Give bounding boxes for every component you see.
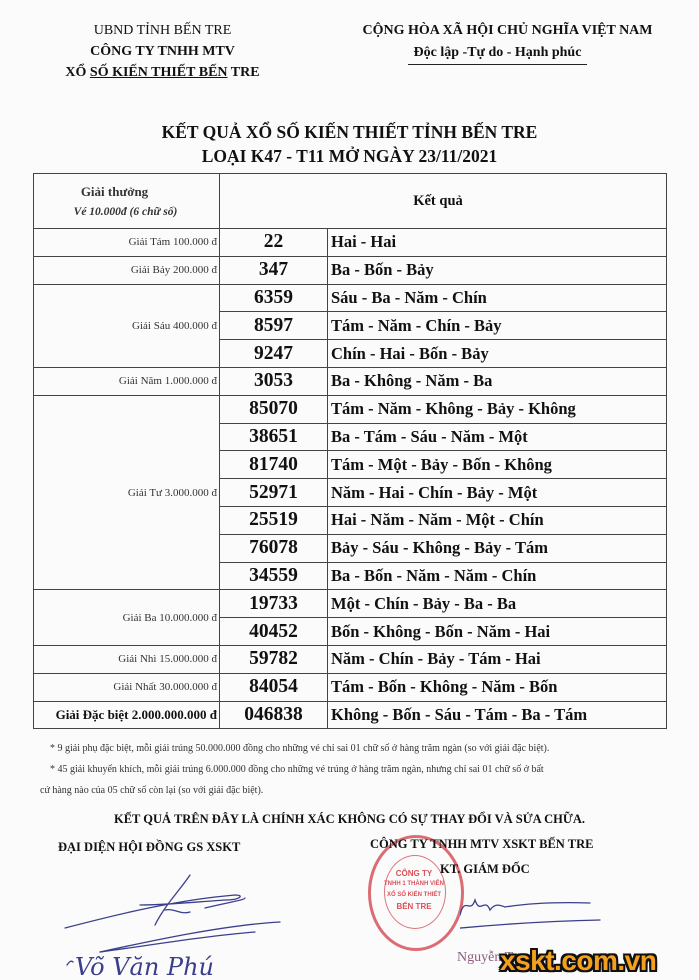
right-signatory-title: CÔNG TY TNHH MTV XSKT BẾN TRE [370,837,594,851]
winning-number: 40452 [220,618,328,646]
number-in-words: Không - Bốn - Sáu - Tám - Ba - Tám [328,701,667,729]
number-in-words: Hai - Hai [328,229,667,257]
winning-number: 34559 [220,562,328,590]
number-in-words: Một - Chín - Bảy - Ba - Ba [328,590,667,618]
notes [40,738,680,801]
prize-label: Giải Nhì 15.000.000 đ [34,645,220,673]
winning-number: 3053 [220,367,328,395]
table-row [34,701,667,729]
winning-number: 8597 [220,312,328,340]
number-in-words: Ba - Bốn - Bảy [328,256,667,284]
winning-number: 6359 [220,284,328,312]
winning-number: 81740 [220,451,328,479]
title-line-1: KẾT QUẢ XỔ SỐ KIẾN THIẾT TỈNH BẾN TRE [161,122,538,142]
confirmation-statement: KẾT QUẢ TRÊN ĐÂY LÀ CHÍNH XÁC KHÔNG CÓ SỰ THAY ĐỔI VÀ SỬA CHỮA. [113,812,585,826]
number-in-words: Chín - Hai - Bốn - Bảy [328,340,667,368]
issuer-line-1: UBND TỈNH BẾN TRE [93,23,232,38]
number-in-words: Tám - Bốn - Không - Năm - Bốn [328,673,667,701]
prize-label: Giải Bảy 200.000 đ [34,256,220,284]
table-row [34,284,667,312]
note-2: * 45 giải khuyến khích, mỗi giải trúng 6.000.000 đồng cho những vé trúng ở hàng trăm ngàn, nhưng chỉ sai 01 chữ số ở bất [50,764,544,775]
winning-number: 85070 [220,395,328,423]
number-in-words: Tám - Một - Bảy - Bốn - Không [328,451,667,479]
results-table [33,173,667,729]
prize-column-header: Giải thưởng Vé 10.000đ (6 chữ số) [34,174,220,229]
right-signatory-role: KT. GIÁM ĐỐC [440,862,530,876]
winning-number: 52971 [220,479,328,507]
national-header [335,20,680,65]
number-in-words: Sáu - Ba - Năm - Chín [328,284,667,312]
table-header-row [34,174,667,229]
prize-label: Giải Năm 1.000.000 đ [34,367,220,395]
note-3: cứ hàng nào của 05 chữ số còn lại (so với giải đặc biệt). [40,785,264,796]
number-in-words: Hai - Năm - Năm - Một - Chín [328,506,667,534]
national-motto: Độc lập -Tự do - Hạnh phúc [408,42,588,65]
issuer-header [40,20,285,83]
number-in-words: Tám - Năm - Chín - Bảy [328,312,667,340]
winning-number: 25519 [220,506,328,534]
table-row [34,395,667,423]
winning-number: 38651 [220,423,328,451]
table-row [34,256,667,284]
left-signature-icon [55,870,285,980]
right-signature-icon [460,885,610,935]
number-in-words: Bảy - Sáu - Không - Bảy - Tám [328,534,667,562]
winning-number: 19733 [220,590,328,618]
table-row [34,590,667,618]
svg-text:Võ Văn Phú: Võ Văn Phú [75,953,214,980]
number-in-words: Năm - Hai - Chín - Bảy - Một [328,479,667,507]
note-1: * 9 giải phụ đặc biệt, mỗi giải trúng 50.000.000 đồng cho những vé chỉ sai 01 chữ số ở hàng trăm ngàn (so với giải đặc biệt). [50,743,550,754]
table-row [34,229,667,257]
table-row [34,673,667,701]
document-title [0,120,699,168]
number-in-words: Ba - Tám - Sáu - Năm - Một [328,423,667,451]
prize-label: Giải Đặc biệt 2.000.000.000 đ [34,701,220,729]
right-signatory-name: Nguyễn T [457,950,514,965]
stamp-text: CÔNG TY TNHH 1 THÀNH VIÊN XỔ SỐ KIẾN THIẾT BẾN TRE [384,869,445,911]
title-line-2: LOẠI K47 - T11 MỞ NGÀY 23/11/2021 [201,146,498,166]
issuer-line-2: CÔNG TY TNHH MTV [90,44,235,59]
prize-label: Giải Tư 3.000.000 đ [34,395,220,590]
number-in-words: Bốn - Không - Bốn - Năm - Hai [328,618,667,646]
winning-number: 76078 [220,534,328,562]
number-in-words: Tám - Năm - Không - Bảy - Không [328,395,667,423]
winning-number: 046838 [220,701,328,729]
winning-number: 22 [220,229,328,257]
prize-label: Giải Ba 10.000.000 đ [34,590,220,646]
winning-number: 59782 [220,645,328,673]
prize-label: Giải Nhất 30.000.000 đ [34,673,220,701]
left-signatory-title: ĐẠI DIỆN HỘI ĐỒNG GS XSKT [58,840,241,854]
prize-label: Giải Tám 100.000 đ [34,229,220,257]
number-in-words: Năm - Chín - Bảy - Tám - Hai [328,645,667,673]
number-in-words: Ba - Bốn - Năm - Năm - Chín [328,562,667,590]
result-column-header: Kết quả [220,174,667,229]
winning-number: 84054 [220,673,328,701]
issuer-line-3: XỔ SỐ KIẾN THIẾT BẾN TRE [65,65,260,80]
winning-number: 9247 [220,340,328,368]
national-title: CỘNG HÒA XÃ HỘI CHỦ NGHĨA VIỆT NAM [362,23,653,38]
site-watermark: xskt.com.vn [500,945,657,976]
prize-label: Giải Sáu 400.000 đ [34,284,220,367]
number-in-words: Ba - Không - Năm - Ba [328,367,667,395]
table-row [34,367,667,395]
table-row [34,645,667,673]
winning-number: 347 [220,256,328,284]
